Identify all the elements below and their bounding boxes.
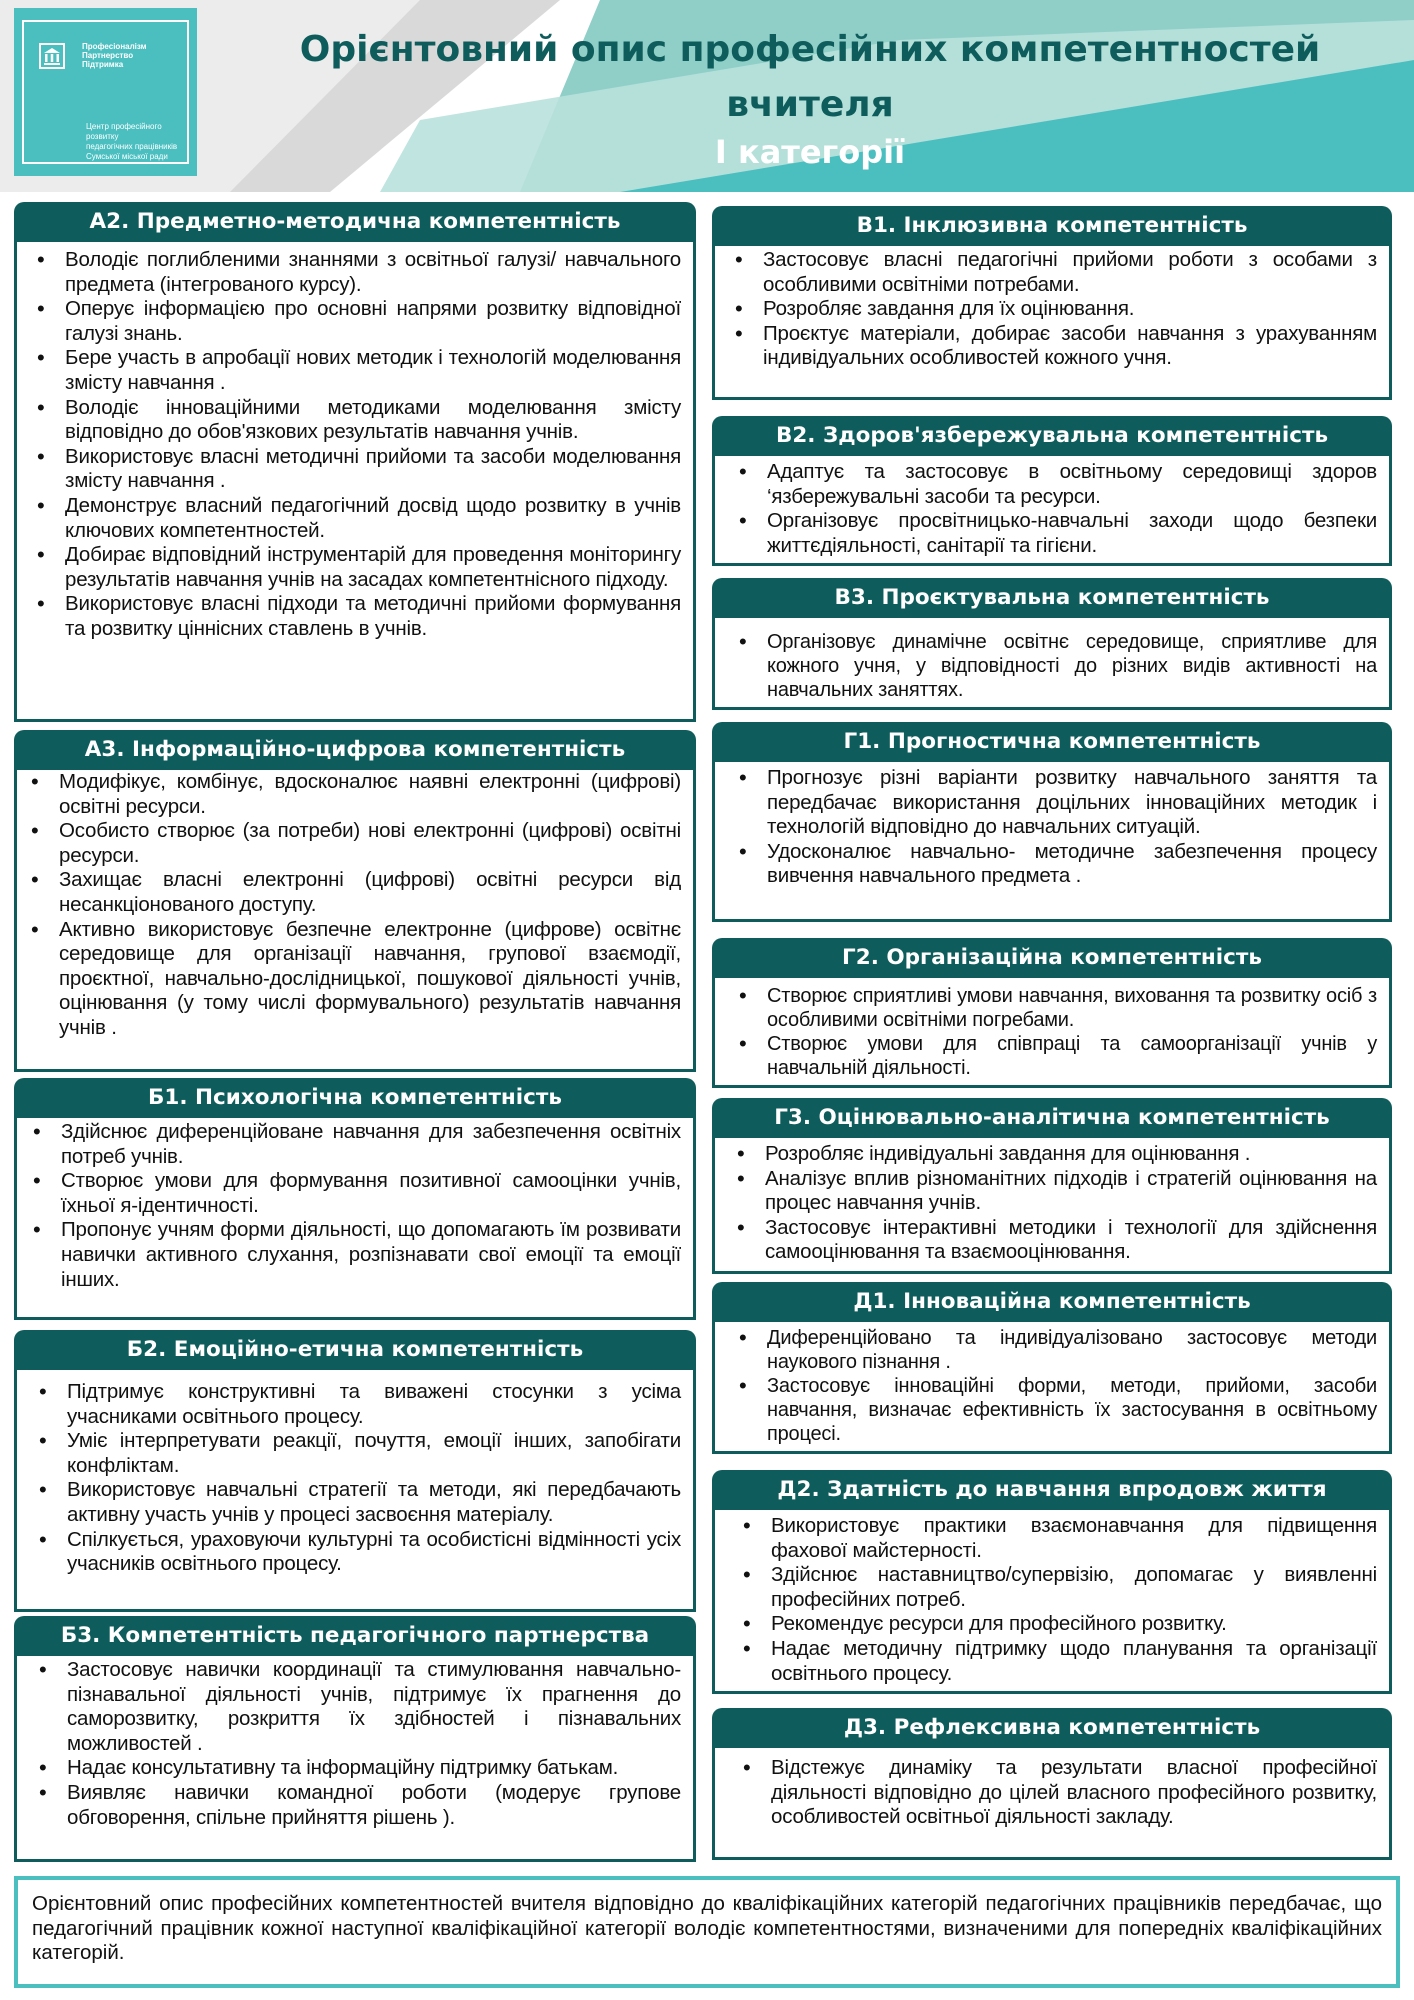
panel-b2-list — [33, 1380, 681, 1577]
panel-d2-title: Д2. Здатність до навчання впродовж життя — [712, 1470, 1392, 1510]
list-item: • Організовує просвітницько-навчальні заходи щодо безпеки життєдіяльності, санітарії та гігієни. — [733, 509, 1377, 558]
panel-g2-list — [733, 984, 1377, 1080]
panel-v1-title: В1. Інклюзивна компетентність — [712, 206, 1392, 246]
list-item: • Особисто створює (за потреби) нові електронні (цифрові) освітні ресурси. — [25, 819, 681, 868]
list-item: • Проєктує матеріали, добирає засоби навчання з урахуванням індивідуальних особливостей кожного учня. — [729, 322, 1377, 371]
list-item: • Використовує власні методичні прийоми та засоби моделювання змісту навчання . — [31, 445, 681, 494]
page-title — [210, 22, 1410, 132]
page-title-line1: Орієнтовний опис професійних компетентностей — [299, 29, 1321, 70]
panel-b1-title: Б1. Психологічна компетентність — [14, 1078, 696, 1118]
panel-d1-title: Д1. Інноваційна компетентність — [712, 1282, 1392, 1322]
panel-v1 — [712, 213, 1392, 400]
panel-a2-list — [31, 248, 681, 642]
list-item: • Аналізує вплив різноманітних підходів і стратегій оцінювання на процес навчання учнів. — [731, 1167, 1377, 1216]
list-item: • Застосовує інноваційні форми, методи, прийоми, засоби навчання, визначає ефективність їх застосування в освітньому процесі. — [733, 1374, 1377, 1446]
list-item: • Спілкується, ураховуючи культурні та особистісні відмінності усіх учасників освітнього процесу. — [33, 1528, 681, 1577]
panel-d3-list — [737, 1756, 1377, 1830]
panel-b3-title: Б3. Компетентність педагогічного партнерства — [14, 1616, 696, 1656]
list-item: • Розробляє індивідуальні завдання для оцінювання . — [731, 1142, 1377, 1167]
list-item: • Володіє інноваційними методиками моделювання змісту відповідно до обов'язкових результатів навчання учнів. — [31, 396, 681, 445]
list-item: • Відстежує динаміку та результати власної професійної діяльності відповідно до цілей власного професійного розвитку, особливостей освітньої діяльності закладу. — [737, 1756, 1377, 1830]
list-item: • Захищає власні електронні (цифрові) освітні ресурси від несанкціонованого доступу. — [25, 868, 681, 917]
panel-b3-list — [33, 1658, 681, 1830]
list-item: • Застосовує інтерактивні методики і технології для здійснення самооцінювання та взаємооцінювання. — [731, 1216, 1377, 1265]
panel-g3-list — [731, 1142, 1377, 1265]
list-item: • Створює умови для співпраці та самоорганізації учнів у навчальній діяльності. — [733, 1032, 1377, 1080]
list-item: • Прогнозує різні варіанти розвитку навчального заняття та передбачає використання доцільних інноваційних методик і технологій відповідно до навчальних ситуацій. — [733, 766, 1377, 840]
building-icon — [38, 42, 66, 70]
panel-g3-title: Г3. Оцінювально-аналітична компетентність — [712, 1098, 1392, 1138]
list-item: • Пропонує учням форми діяльності, що допомагають їм розвивати навички активного слухання, розпізнавати свої емоції та емоції інших. — [27, 1218, 681, 1292]
logo — [14, 8, 197, 176]
panel-g1-title: Г1. Прогностична компетентність — [712, 722, 1392, 762]
list-item: • Використовує власні підходи та методичні прийоми формування та розвитку ціннісних ставлень в учнів. — [31, 592, 681, 641]
list-item: • Здійснює диференційоване навчання для забезпечення освітніх потреб учнів. — [27, 1120, 681, 1169]
list-item: • Надає консультативну та інформаційну підтримку батькам. — [33, 1756, 681, 1781]
list-item: • Бере участь в апробації нових методик і технологій моделювання змісту навчання . — [31, 346, 681, 395]
category-subtitle: І категорії — [714, 133, 906, 171]
list-item: • Створює умови для формування позитивної самооцінки учнів, їхньої я-ідентичності. — [27, 1169, 681, 1218]
footer-note: Орієнтовний опис професійних компетентностей вчителя відповідно до кваліфікаційних категорій педагогічних працівників передбачає, що педагогічний працівник кожної наступної кваліфікаційної категорії володіє компетентностями, визначеними для попередніх кваліфікаційних категорій. — [14, 1876, 1400, 1988]
panel-g3 — [712, 1105, 1392, 1274]
panel-d3 — [712, 1715, 1392, 1860]
list-item: • Розробляє завдання для їх оцінювання. — [729, 297, 1377, 322]
panel-v2-title: В2. Здоров'язбережувальна компетентність — [712, 416, 1392, 456]
panel-v3-title: В3. Проєктувальна компетентність — [712, 578, 1392, 618]
list-item: • Здійснює наставництво/супервізію, допомагає у виявленні професійних потреб. — [737, 1563, 1377, 1612]
panel-g1 — [712, 729, 1392, 922]
panel-v3-list — [733, 630, 1377, 702]
panel-a2-title: А2. Предметно-методична компетентність — [14, 202, 696, 242]
panel-b2 — [14, 1337, 696, 1612]
list-item: • Виявляє навички командної роботи (модерує групове обговорення, спільне прийняття рішень ). — [33, 1781, 681, 1830]
list-item: • Добирає відповідний інструментарій для проведення моніторингу результатів навчання учнів на засадах компетентнісного підходу. — [31, 543, 681, 592]
list-item: • Рекомендує ресурси для професійного розвитку. — [737, 1612, 1377, 1637]
panel-a2 — [14, 209, 696, 722]
panel-b2-title: Б2. Емоційно-етична компетентність — [14, 1330, 696, 1370]
page-title-line2: вчителя — [726, 84, 894, 125]
list-item: • Підтримує конструктивні та виважені стосунки з усіма учасниками освітнього процесу. — [33, 1380, 681, 1429]
list-item: • Модифікує, комбінує, вдосконалює наявні електронні (цифрові) освітні ресурси. — [25, 770, 681, 819]
page-header — [0, 0, 1414, 192]
panel-g1-list — [733, 766, 1377, 889]
panel-d3-title: Д3. Рефлексивна компетентність — [712, 1708, 1392, 1748]
panel-d2-list — [737, 1514, 1377, 1686]
panel-g2 — [712, 945, 1392, 1088]
list-item: • Володіє поглибленими знаннями з освітньої галузі/ навчального предмета (інтегрованого курсу). — [31, 248, 681, 297]
panel-d2 — [712, 1477, 1392, 1694]
list-item: • Створює сприятливі умови навчання, виховання та розвитку осіб з особливими освітніми погребами. — [733, 984, 1377, 1032]
panel-v1-list — [729, 248, 1377, 371]
logo-text-bottom: Центр професійного розвитку педагогічних працівників Сумської міської ради — [86, 122, 178, 161]
panel-a3 — [14, 737, 696, 1072]
list-item: • Диференційовано та індивідуалізовано застосовує методи наукового пізнання . — [733, 1326, 1377, 1374]
panel-v2-list — [733, 460, 1377, 558]
list-item: • Уміє інтерпретувати реакції, почуття, емоції інших, запобігати конфліктам. — [33, 1429, 681, 1478]
list-item: • Використовує практики взаємонавчання для підвищення фахової майстерності. — [737, 1514, 1377, 1563]
list-item: • Активно використовує безпечне електронне (цифрове) освітнє середовище для організації навчання, групової взаємодії, проєктної, навчально-дослідницької, пошукової діяльності учнів, оцінювання (у тому числі формувального) результатів навчання учнів . — [25, 918, 681, 1041]
panel-d1 — [712, 1289, 1392, 1454]
panel-b1-list — [27, 1120, 681, 1292]
list-item: • Застосовує навички координації та стимулювання навчально-пізнавальної діяльності учнів, підтримує їх прагнення до саморозвитку, розкриття їх здібностей і пізнавальних можливостей . — [33, 1658, 681, 1756]
panel-d1-list — [733, 1326, 1377, 1446]
list-item: • Оперує інформацією про основні напрями розвитку відповідної галузі знань. — [31, 297, 681, 346]
panel-v3 — [712, 585, 1392, 710]
logo-frame — [22, 20, 189, 164]
panel-v2 — [712, 423, 1392, 566]
list-item: • Демонструє власний педагогічний досвід щодо розвитку в учнів ключових компетентностей. — [31, 494, 681, 543]
list-item: • Удосконалює навчально- методичне забезпечення процесу вивчення навчального предмета . — [733, 840, 1377, 889]
panel-a3-list — [25, 770, 681, 1041]
list-item: • Організовує динамічне освітнє середовище, сприятливе для кожного учня, у відповідності до різних видів активності на навчальних заняттях. — [733, 630, 1377, 702]
panel-b3 — [14, 1623, 696, 1862]
panel-b1 — [14, 1085, 696, 1320]
list-item: • Адаптує та застосовує в освітньому середовищі здоров ‘язбережувальні засоби та ресурси. — [733, 460, 1377, 509]
list-item: • Використовує навчальні стратегії та методи, які передбачають активну участь учнів у процесі засвоєння матеріалу. — [33, 1478, 681, 1527]
panel-g2-title: Г2. Організаційна компетентність — [712, 938, 1392, 978]
list-item: • Застосовує власні педагогічні прийоми роботи з особами з особливими освітніми потребами. — [729, 248, 1377, 297]
panel-a3-title: А3. Інформаційно-цифрова компетентність — [14, 730, 696, 770]
list-item: • Надає методичну підтримку щодо планування та організації освітнього процесу. — [737, 1637, 1377, 1686]
logo-text-top: Професіоналізм Партнерство Підтримка — [82, 42, 147, 69]
